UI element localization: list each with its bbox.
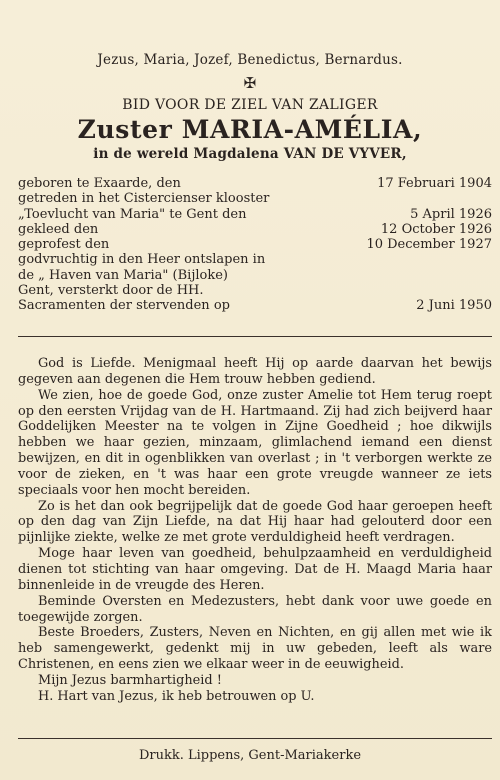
- fact-row: [18, 176, 492, 191]
- divider-bottom: [18, 738, 492, 739]
- fact-label: de „ Haven van Maria" (Bijloke): [18, 267, 228, 283]
- body-paragraph: We zien, hoe de goede God, onze zuster Amelie tot Hem terug roept op den eersten Vrijdag van de H. Hartmaand. Zij had zich beijverd haar Goddelijken Meester na te volgen in Zijne Goedheid ; hoe dikwijls hebben we haar gezien, minzaam, glimlachend iemand een dienst bewijzen, en dit in ogenblikken van overlast ; in 't verborgen werkte ze voor de zieken, en 't was haar een grote vreugde wanneer ze iets speciaals voor hen mocht bereiden.: [18, 387, 492, 498]
- fact-label: godvruchtig in den Heer ontslapen in: [18, 252, 266, 268]
- saints-line: Jezus, Maria, Jozef, Benedictus, Bernardus.: [97, 52, 403, 68]
- divider-top: [18, 336, 492, 337]
- fact-date: 10 December 1927: [366, 237, 492, 253]
- fact-row: [18, 252, 492, 267]
- printer-credit: Drukk. Lippens, Gent-Mariakerke: [138, 748, 362, 763]
- fact-date: 17 Februari 1904: [377, 176, 492, 191]
- body-paragraph: Beminde Oversten en Medezusters, hebt dank voor uwe goede en toegewijde zorgen.: [18, 593, 492, 625]
- fact-row: [18, 207, 492, 222]
- facts-list: [18, 176, 492, 314]
- fact-date: 2 Juni 1950: [416, 298, 492, 314]
- cross-icon: ✠: [243, 74, 257, 92]
- closing-prayer: H. Hart van Jezus, ik heb betrouwen op U.: [38, 688, 315, 704]
- fact-label: gekleed den: [18, 221, 99, 237]
- world-name: in de wereld Magdalena VAN DE VYVER,: [93, 146, 407, 162]
- body-paragraph: God is Liefde. Menigmaal heeft Hij op aarde daarvan het bewijs gegeven aan degenen die Hem trouw hebben gediend.: [18, 356, 492, 387]
- fact-date: 5 April 1926: [410, 206, 492, 222]
- fact-label: Gent, versterkt door de HH.: [18, 283, 204, 299]
- fact-label: „Toevlucht van Maria" te Gent den: [18, 206, 247, 222]
- fact-row: [18, 237, 492, 252]
- body-paragraph: Beste Broeders, Zusters, Neven en Nichten, en gij allen met wie ik heb samengewerkt, gedenkt mij in uw gebeden, leeft als ware Christenen, en eens zien we elkaar weer in de eeuwigheid.: [18, 625, 492, 673]
- body-paragraph: Moge haar leven van goedheid, behulpzaamheid en verduldigheid dienen tot stichting van haar omgeving. Dat de H. Maagd Maria haar binnenleide in de vreugde des Heren.: [18, 546, 492, 593]
- deceased-name: Zuster MARIA-AMÉLIA,: [77, 115, 423, 144]
- body-text: [18, 356, 492, 705]
- fact-row: [18, 191, 492, 206]
- fact-date: 12 October 1926: [380, 221, 492, 237]
- fact-label: Sacramenten der stervenden op: [18, 298, 230, 314]
- body-paragraph: Zo is het dan ook begrijpelijk dat de goede God haar geroepen heeft op den dag van Zijn Liefde, na dat Hij haar had gelouterd door een pijnlijke ziekte, welke ze met grote verduldigheid heeft verdragen.: [18, 498, 492, 546]
- closing-prayer: Mijn Jezus barmhartigheid !: [38, 672, 222, 688]
- fact-label: geprofest den: [18, 237, 110, 253]
- prayer-line: BID VOOR DE ZIEL VAN ZALIGER: [122, 97, 378, 113]
- fact-row: [18, 268, 492, 283]
- fact-label: getreden in het Cistercienser klooster: [18, 191, 270, 207]
- fact-label: geboren te Exaarde, den: [18, 176, 181, 191]
- fact-row: [18, 222, 492, 237]
- fact-row: [18, 283, 492, 298]
- fact-row: [18, 298, 492, 313]
